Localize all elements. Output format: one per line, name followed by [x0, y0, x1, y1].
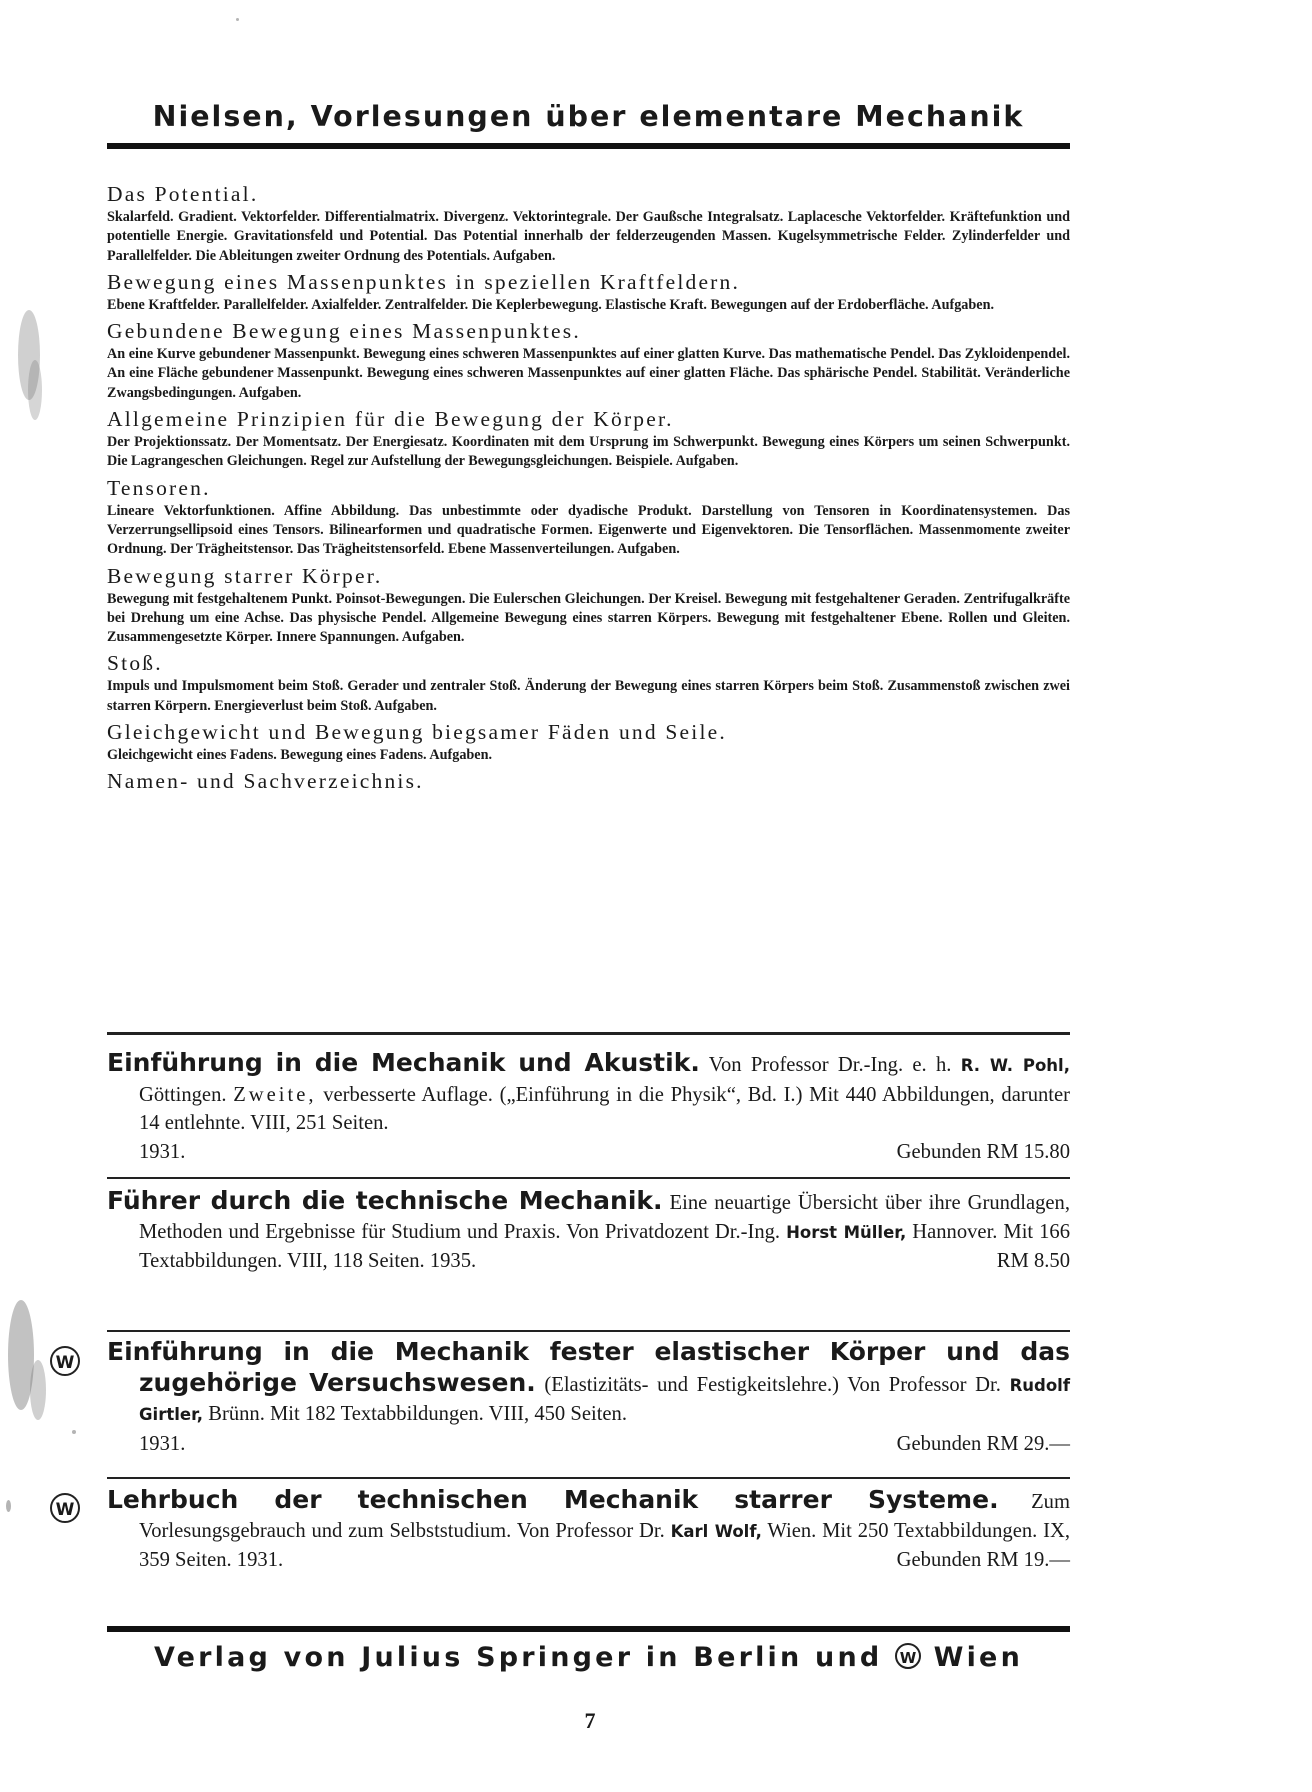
book-text: Zum Vorlesungsgebrauch und zum Selbststudium. Von Professor Dr. [139, 1491, 1070, 1542]
section-title: Bewegung starrer Körper. [107, 563, 383, 588]
section-title: Bewegung eines Massenpunktes in speziellen Kraftfeldern. [107, 269, 741, 294]
contents-section [107, 768, 1070, 795]
section-title: Tensoren. [107, 475, 211, 500]
book-description [107, 1049, 1070, 1138]
wien-mark-icon: W [50, 1493, 80, 1523]
book-text: Hannover. Mit 166 Textabbildungen. VIII, 118 Seiten. 1935. [139, 1220, 1071, 1273]
book-text: Von Professor Dr.-Ing. e. h. [708, 1054, 952, 1076]
section-title: Gleichgewicht und Bewegung biegsamer Fäden und Seile. [107, 720, 727, 745]
book-author: Horst Müller, [786, 1222, 907, 1242]
book-price: Gebunden RM 15.80 [896, 1141, 1070, 1164]
book-text: Wien. Mit 250 Textabbildungen. IX, 359 Seiten. 1931. [139, 1519, 1070, 1572]
book-author: Karl Wolf, [670, 1521, 762, 1541]
section-description: Lineare Vektorfunktionen. Affine Abbildung. Das unbestimmte oder dyadische Produkt. Darstellung von Tensoren in Koordinatensystemen. Das Verzerrungsellipsoid eines Tensors. Bilinearformen und quadratische Formen. Eigenwerte und Eigenvektoren. Die Tensorflächen. Massenmomente zweiter Ordnung. Der Trägheitstensor. Das Trägheitstensorfeld. Ebene Massenverteilungen. Aufgaben. [107, 502, 1070, 558]
section-description: Impuls und Impulsmoment beim Stoß. Gerader und zentraler Stoß. Änderung der Bewegung eines starren Körpers beim Stoß. Zusammenstoß zwischen zwei starren Körpern. Energieverlust beim Stoß. Aufgaben. [107, 678, 1070, 714]
book-year: 1931. [139, 1141, 186, 1164]
contents-section [107, 181, 1070, 266]
contents-section [107, 318, 1070, 403]
footer-text: Wien [933, 1642, 1023, 1673]
entry-divider [107, 1330, 1070, 1332]
section-title: Allgemeine Prinzipien für die Bewegung der Körper. [107, 407, 674, 432]
wien-mark-icon: W [895, 1643, 921, 1669]
book-price-row [107, 1138, 1070, 1167]
contents-section [107, 406, 1070, 472]
book-title: Einführung in die Mechanik fester elastischer Körper und das zugehörige Versuchswesen. [107, 1337, 1070, 1397]
book-price: Gebunden RM 19.— [896, 1549, 1070, 1572]
contents-section [107, 650, 1070, 716]
book-text: verbesserte Auflage. („Einführung in die Physik“, Bd. I.) Mit 440 Abbildungen, darunter 14 entlehnte. VIII, 251 Seiten. [139, 1083, 1071, 1135]
section-description: Bewegung mit festgehaltenem Punkt. Poinsot-Bewegungen. Die Eulerschen Gleichungen. Der Kreisel. Bewegung mit festgehaltener Geraden. Zentrifugalkräfte bei Drehung um eine Achse. Das physische Pendel. Allgemeine Bewegung eines starren Körpers. Bewegung mit festgehaltener Ebene. Rollen und Gleiten. Zusammengesetzte Körper. Innere Spannungen. Aufgaben. [107, 590, 1070, 646]
wien-mark-icon: W [50, 1346, 80, 1376]
section-title: Namen- und Sachverzeichnis. [107, 769, 424, 794]
contents-list [107, 178, 1070, 795]
entry-divider [107, 1177, 1070, 1179]
book-price: Gebunden RM 29.— [896, 1433, 1070, 1456]
publisher-footer [107, 1642, 1070, 1673]
section-description: Der Projektionssatz. Der Momentsatz. Der Energiesatz. Koordinaten mit dem Ursprung im Schwerpunkt. Bewegung eines Körpers um seinen Schwerpunkt. Die Lagrangeschen Gleichungen. Regel zur Aufstellung der Bewegungsgleichungen. Beispiele. Aufgaben. [107, 434, 1070, 470]
section-description: Gleichgewicht eines Fadens. Bewegung eines Fadens. Aufgaben. [107, 747, 493, 764]
section-title: Stoß. [107, 651, 163, 676]
book-edition: Zweite, [233, 1083, 317, 1106]
book-title: Einführung in die Mechanik und Akustik. [107, 1048, 700, 1077]
section-title: Das Potential. [107, 182, 259, 206]
book-entry [107, 1187, 1070, 1276]
section-description: An eine Kurve gebundener Massenpunkt. Bewegung eines schweren Massenpunktes auf einer glatten Kurve. Das mathematische Pendel. Das Zykloidenpendel. An eine Fläche gebundener Massenpunkt. Bewegung eines schweren Massenpunktes auf einer glatten Fläche. Das sphärische Pendel. Stabilität. Veränderliche Zwangsbedingungen. Aufgaben. [107, 346, 1070, 401]
header-rule [107, 143, 1070, 149]
contents-section [107, 269, 1070, 315]
book-title: Lehrbuch der technischen Mechanik starrer Systeme. [107, 1485, 999, 1514]
book-year: 1931. [139, 1433, 186, 1456]
footer-text: Verlag von Julius Springer in Berlin und [154, 1642, 883, 1673]
book-entry [107, 1049, 1070, 1167]
section-description: Ebene Kraftfelder. Parallelfelder. Axialfelder. Zentralfelder. Die Keplerbewegung. Elastische Kraft. Bewegungen auf der Erdoberfläche. Aufgaben. [107, 296, 995, 313]
contents-section [107, 475, 1070, 560]
contents-section [107, 719, 1070, 765]
book-author: R. W. Pohl, [960, 1056, 1070, 1075]
section-description: Skalarfeld. Gradient. Vektorfelder. Differentialmatrix. Divergenz. Vektorintegrale. Der Gaußsche Integralsatz. Laplacesche Vektorfelder. Kräftefunktion und potentielle Energie. Gravitationsfeld und Potential. Das Potential innerhalb der felderzeugenden Massen. Kugelsymmetrische Felder. Zylinderfelder und Parallelfelder. Die Ableitungen zweiter Ordnung des Potentials. Aufgaben. [107, 209, 1070, 264]
book-author: Rudolf Girtler, [139, 1375, 1070, 1425]
book-title: Führer durch die technische Mechanik. [107, 1186, 663, 1215]
page-number: 7 [584, 1708, 596, 1733]
book-price-row [107, 1430, 1070, 1459]
book-text: Göttingen. [139, 1083, 227, 1106]
book-text: Eine neuartige Übersicht über ihre Grundlagen, Methoden und Ergebnisse für Studium und Praxis. Von Privatdozent Dr.-Ing. [139, 1192, 1070, 1243]
book-text: (Elastizitäts- und Festigkeitslehre.) Von Professor Dr. [544, 1373, 1001, 1396]
book-description [107, 1338, 1070, 1430]
footer-rule [107, 1626, 1070, 1632]
contents-section [107, 563, 1070, 648]
page-header-title: Nielsen, Vorlesungen über elementare Mechanik [152, 100, 1025, 133]
book-entry [107, 1486, 1070, 1575]
book-price: RM 8.50 [996, 1250, 1070, 1273]
book-entry [107, 1338, 1070, 1459]
book-text: Brünn. Mit 182 Textabbildungen. VIII, 450 Seiten. [208, 1403, 628, 1426]
section-title: Gebundene Bewegung eines Massenpunktes. [107, 319, 581, 344]
entry-divider [107, 1477, 1070, 1479]
section-divider [107, 1032, 1070, 1035]
